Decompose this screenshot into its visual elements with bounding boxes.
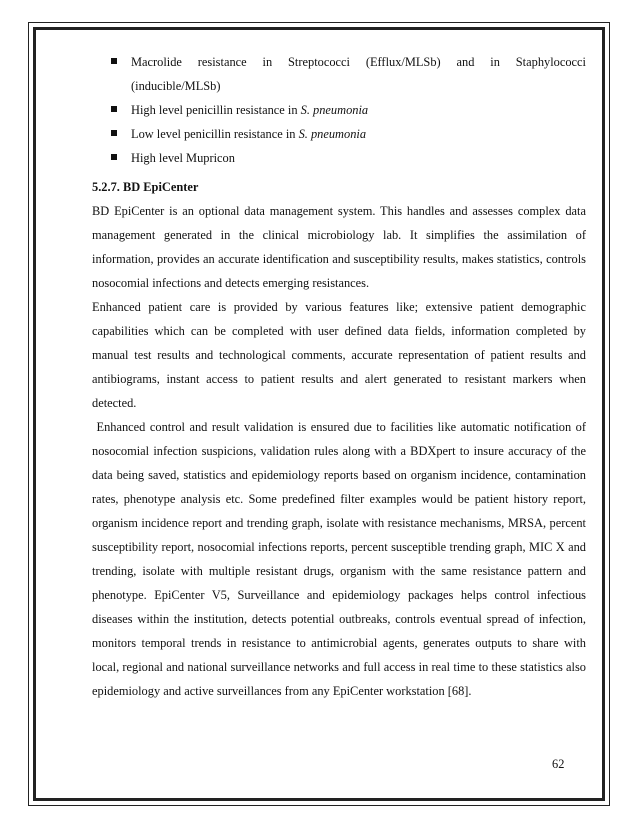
bullet-italic-text: S. pneumonia bbox=[300, 103, 369, 117]
square-bullet-icon bbox=[111, 106, 117, 112]
bullet-text: High level penicillin resistance in bbox=[131, 103, 301, 117]
bullet-item bbox=[92, 146, 586, 170]
section-heading: 5.2.7. BD EpiCenter bbox=[92, 180, 199, 194]
paragraph: Enhanced control and result validation is ensured due to facilities like automatic notification of nosocomial infection suspicions, validation rules along with a BDXpert to insure accuracy of the data being saved, statistics and epidemiology reports based on organism incidence, contamination rates, phenotype analysis etc. Some predefined filter examples would be patient history report, organism incidence report and trending graph, isolate with resistance mechanisms, MRSA, percent susceptibility report, nosocomial infections reports, percent susceptible trending graph, MIC X and trending, isolate with multiple resistant drugs, organism with the same resistance pattern and phenotype. EpiCenter V5, Surveillance and epidemiology packages helps control infectious diseases within the institution, detects potential outbreaks, controls eventual spread of infection, monitors temporal trends in resistance to antimicrobial agents, generates outputs to share with local, regional and national surveillance networks and full access in real time to these statistics also epidemiology and active surveillances from any EpiCenter workstation [68]. bbox=[92, 420, 590, 698]
bullet-item bbox=[92, 122, 586, 146]
page-number: 62 bbox=[552, 757, 565, 771]
bullet-list bbox=[92, 50, 586, 170]
bullet-text: Macrolide resistance in Streptococci (Efflux/MLSb) and in Staphylococci (inducible/MLSb) bbox=[131, 55, 586, 93]
square-bullet-icon bbox=[111, 130, 117, 136]
bullet-italic-text: S. pneumonia bbox=[298, 127, 367, 141]
bullet-text: Low level penicillin resistance in bbox=[131, 127, 299, 141]
square-bullet-icon bbox=[111, 58, 117, 64]
bullet-text: High level Mupricon bbox=[131, 151, 235, 165]
paragraph: BD EpiCenter is an optional data management system. This handles and assesses complex data management generated in the clinical microbiology lab. It simplifies the assimilation of information, provides an accurate identification and susceptibility results, makes statistics, controls nosocomial infections and detects emerging resistances. bbox=[92, 204, 586, 290]
bullet-item bbox=[92, 98, 586, 122]
page-content bbox=[92, 50, 590, 703]
bullet-item bbox=[92, 50, 586, 98]
paragraph: Enhanced patient care is provided by various features like; extensive patient demographic capabilities which can be completed with user defined data fields, information completed by manual test results and technological comments, accurate representation of patient results and antibiograms, instant access to patient results and alert generated to resistant markers when detected. bbox=[92, 300, 586, 410]
square-bullet-icon bbox=[111, 154, 117, 160]
